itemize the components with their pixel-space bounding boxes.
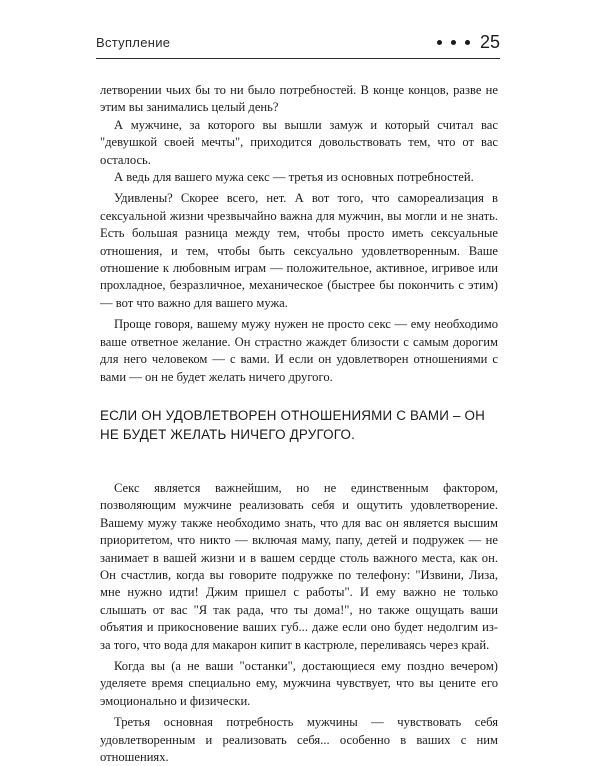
- paragraph: Секс является важнейшим, но не единственным фактором, позволяющим мужчине реализовать себя и ощутить удовлетворение. Вашему мужу также необходимо знать, что для вас он является высшим приоритетом, что никто — включая маму, папу, детей и подружек — не занимает в вашей жизни и в вашем сердце столь важного места, как он. Он счастлив, когда вы говорите подружке по телефону: "Извини, Лиза, мне нужно идти! Джим пришел с работы". И ему важно не только слышать от вас "Я так рада, что ты дома!", но также ощущать ваши объятия и прикосновение ваших губ... даже если оно будет недолгим из-за того, что вода для макарон кипит в кастрюле, переливаясь через край.: [100, 480, 498, 652]
- page-number: 25: [479, 32, 500, 52]
- dot-icon: [465, 40, 470, 45]
- dot-icon: [451, 40, 456, 45]
- dot-ornament-icon: [428, 40, 470, 45]
- page-number-group: [428, 32, 500, 53]
- paragraph: Когда вы (а не ваши "останки", достающиеся ему поздно вечером) уделяете время специально ему, мужчина чувствует, что вы цените его эмоционально и физически.: [100, 658, 498, 708]
- body-text: [100, 82, 498, 766]
- running-head: [96, 34, 500, 56]
- running-title: Вступление: [96, 35, 171, 50]
- paragraph: А мужчине, за которого вы вышли замуж и который считал вас "девушкой своей мечты", приходится довольствовать тем, что от вас осталось.: [100, 117, 498, 167]
- dot-icon: [437, 40, 442, 45]
- section-subheading: ЕСЛИ ОН УДОВЛЕТВОРЕН ОТНОШЕНИЯМИ С ВАМИ – ОН НЕ БУДЕТ ЖЕЛАТЬ НИЧЕГО ДРУГОГО.: [100, 407, 486, 442]
- paragraph: Третья основная потребность мужчины — чувствовать себя удовлетворенным и реализовать себя... особенно в ваших с ним отношениях.: [100, 715, 498, 764]
- paragraph: летворении чьих бы то ни было потребностей. В конце концов, разве не этим вы занимались целый день?: [100, 83, 498, 115]
- paragraph: Удивлены? Скорее всего, нет. А вот того, что самореализация в сексуальной жизни чрезвычайно важна для мужчин, вы могли и не знать. Есть большая разница между тем, чтобы просто иметь сексуальные отношения, и тем, чтобы быть сексуально удовлетворенным. Ваше отношение к любовным играм — положительное, активное, игривое или прохладное, безразличное, механическое (быстрее бы покончить с этим) — вот что важно для вашего мужа.: [100, 191, 498, 310]
- paragraph: А ведь для вашего мужа секс — третья из основных потребностей.: [114, 170, 474, 185]
- header-rule: [96, 58, 500, 59]
- paragraph: Проще говоря, вашему мужу нужен не просто секс — ему необходимо ваше ответное желание. Он страстно жаждет близости с самым дорогим для него человеком — с вами. И если он удовлетворен отношениями с вами — он не будет желать ничего другого.: [100, 317, 498, 384]
